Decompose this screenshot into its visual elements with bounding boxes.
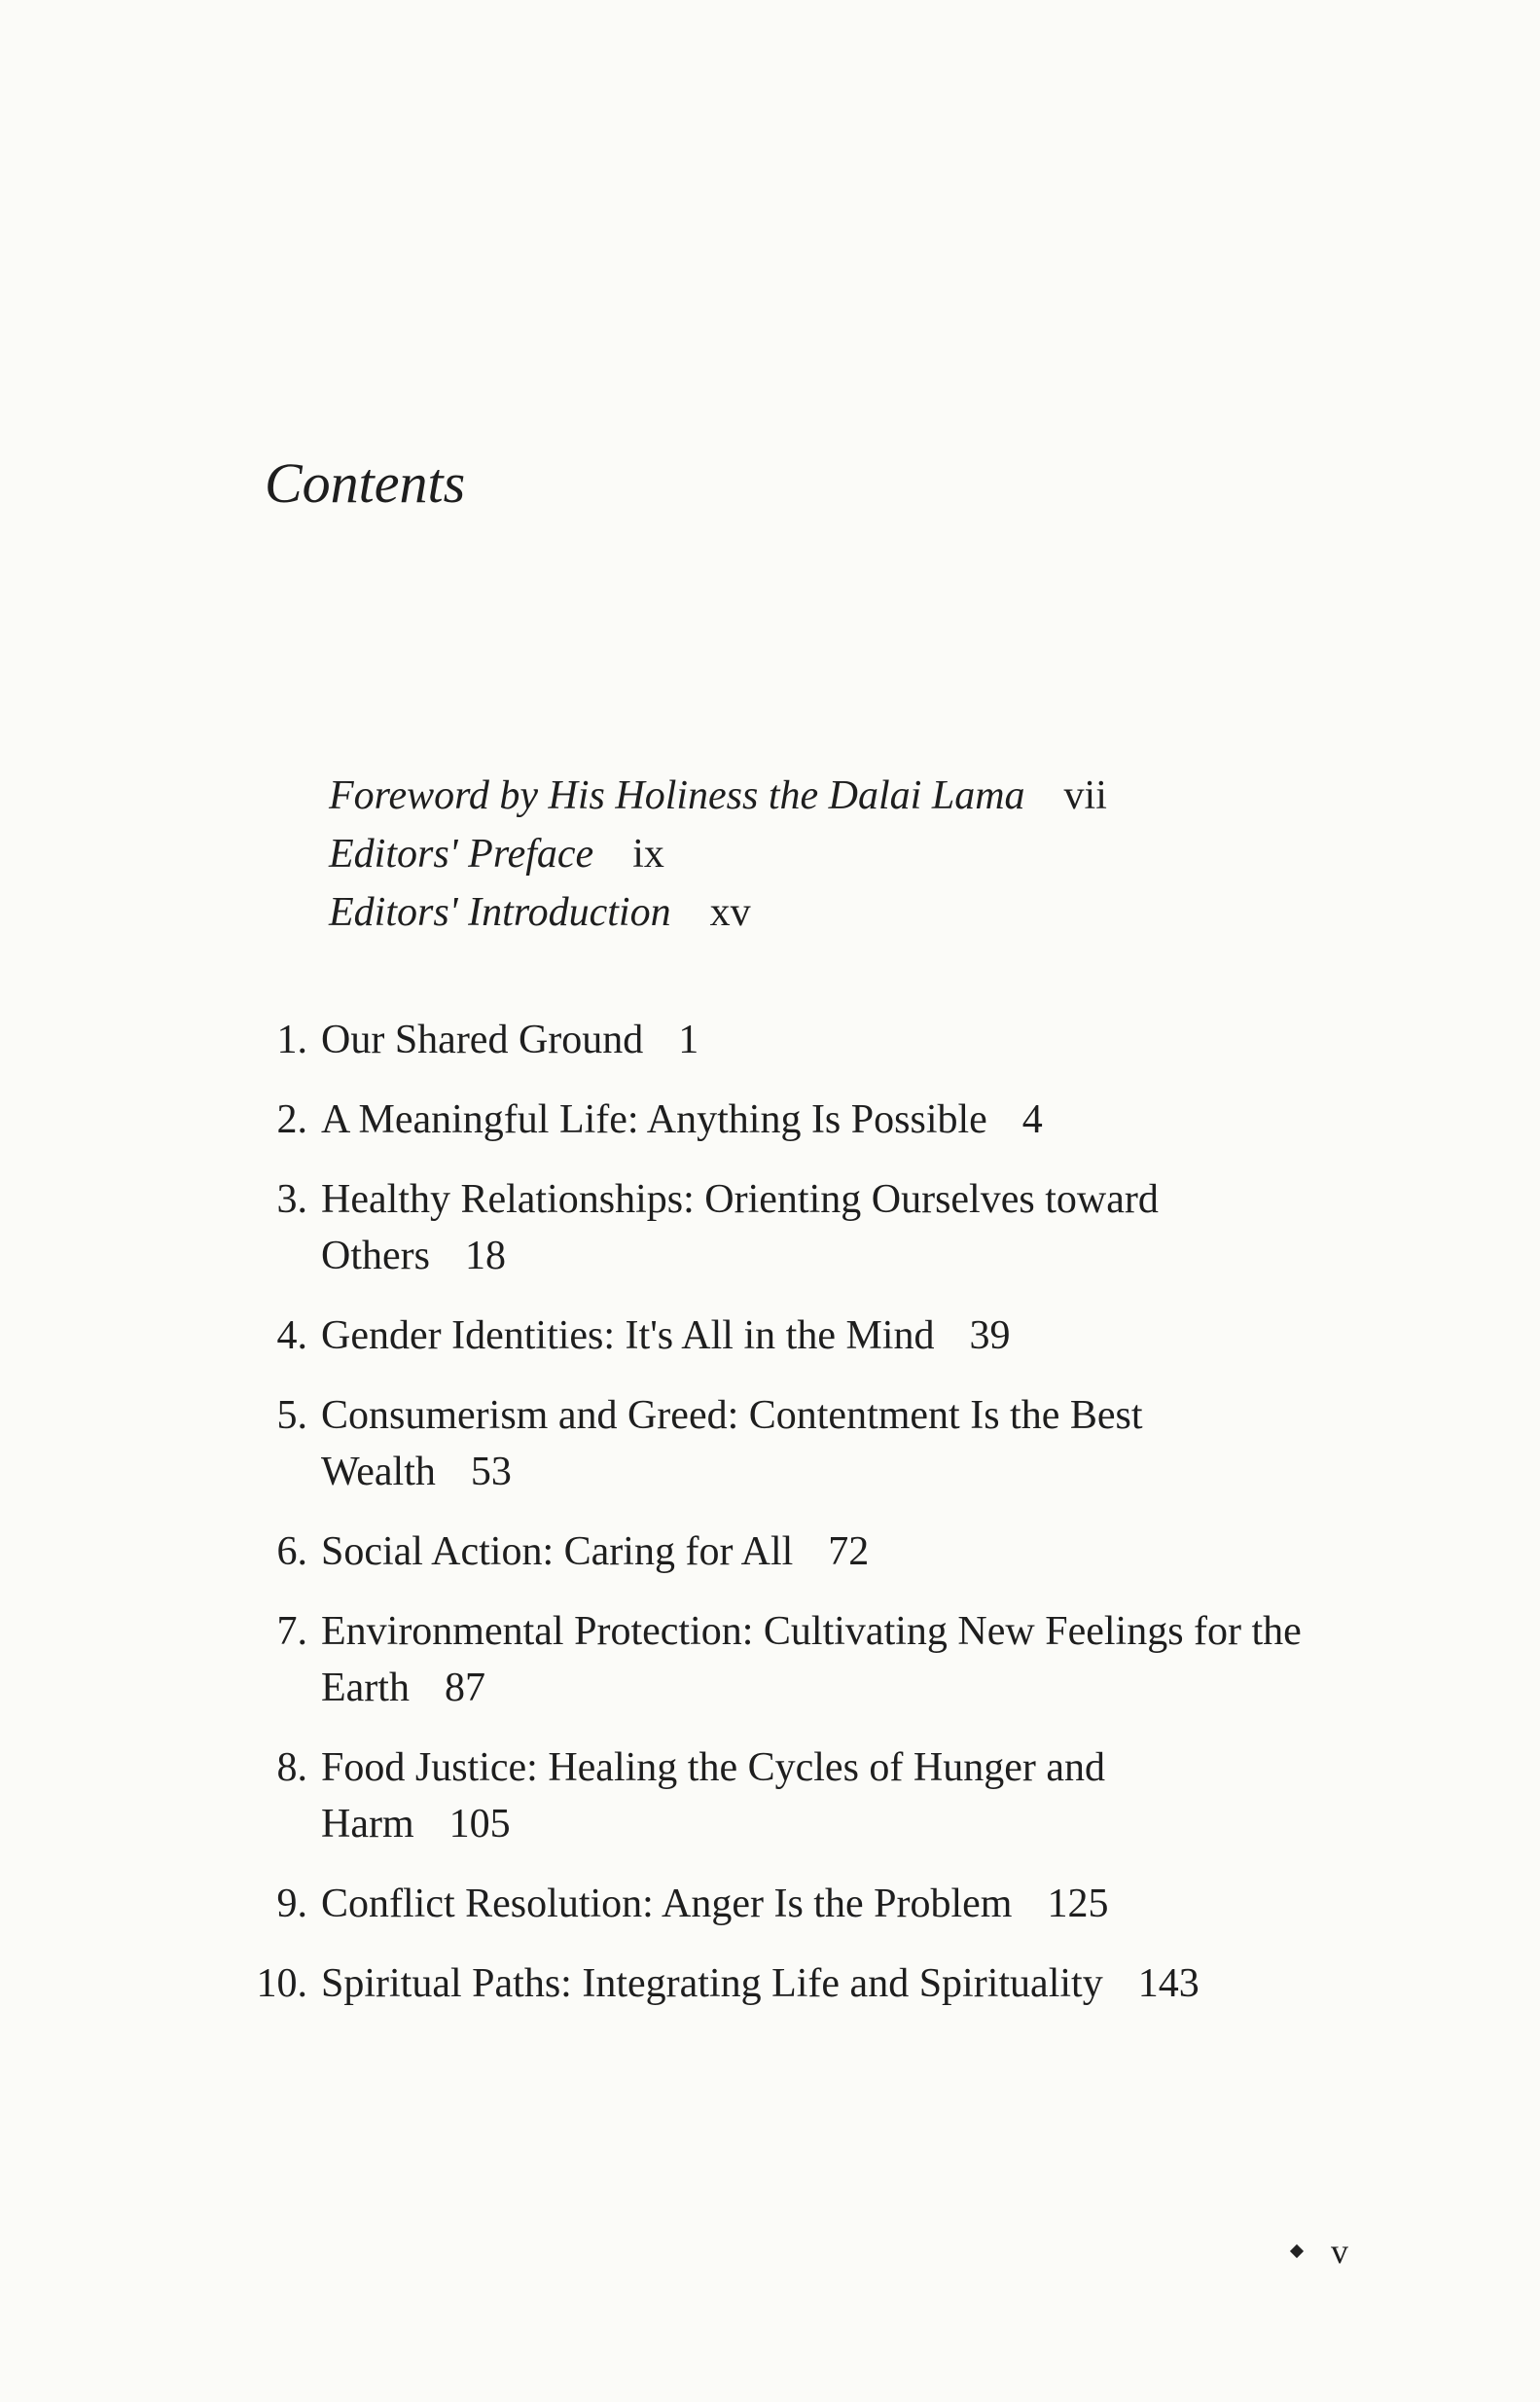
- chapter-title: Consumerism and Greed: Contentment Is the Best Wealth: [321, 1393, 1143, 1494]
- chapter-title: Spiritual Paths: Integrating Life and Spirituality: [321, 1961, 1103, 2006]
- chapter-title: Food Justice: Healing the Cycles of Hunger and Harm: [321, 1745, 1105, 1846]
- toc-entry-introduction: [329, 883, 1107, 942]
- chapter-number: 2.: [276, 1097, 307, 1142]
- toc-chapter-3: [233, 1171, 1323, 1284]
- chapter-list: [233, 1012, 1323, 2035]
- chapter-title: Conflict Resolution: Anger Is the Problem: [321, 1882, 1013, 1926]
- front-matter-list: [329, 767, 1107, 942]
- chapter-number: 5.: [276, 1393, 307, 1438]
- toc-chapter-1: [233, 1012, 1323, 1068]
- chapter-title: A Meaningful Life: Anything Is Possible: [321, 1097, 987, 1142]
- page-number: v: [1331, 2232, 1348, 2271]
- toc-entry-page: xv: [709, 890, 751, 935]
- toc-chapter-6: [233, 1524, 1323, 1580]
- chapter-page: 53: [470, 1450, 512, 1494]
- page-title: Contents: [265, 451, 466, 515]
- chapter-page: 18: [464, 1234, 506, 1278]
- chapter-page: 72: [828, 1529, 870, 1574]
- toc-entry-title: Editors' Preface: [329, 832, 594, 877]
- toc-chapter-2: [233, 1092, 1323, 1148]
- chapter-number: 6.: [276, 1529, 307, 1574]
- toc-entry-title: Foreword by His Holiness the Dalai Lama: [329, 773, 1025, 818]
- chapter-number: 3.: [276, 1177, 307, 1222]
- toc-chapter-7: [233, 1603, 1323, 1716]
- toc-entry-foreword: [329, 767, 1107, 825]
- chapter-page: 4: [1021, 1097, 1043, 1142]
- chapter-page: 125: [1047, 1882, 1109, 1926]
- chapter-page: 105: [448, 1802, 511, 1846]
- chapter-number: 4.: [276, 1313, 307, 1358]
- toc-chapter-8: [233, 1739, 1323, 1852]
- chapter-number: 10.: [256, 1961, 307, 2006]
- chapter-number: 7.: [276, 1609, 307, 1654]
- chapter-page: 39: [969, 1313, 1011, 1358]
- toc-entry-page: vii: [1063, 773, 1107, 818]
- toc-chapter-10: [233, 1955, 1323, 2012]
- toc-entry-preface: [329, 825, 1107, 883]
- chapter-title: Gender Identities: It's All in the Mind: [321, 1313, 935, 1358]
- toc-entry-title: Editors' Introduction: [329, 890, 671, 935]
- chapter-title: Healthy Relationships: Orienting Ourselves toward Others: [321, 1177, 1159, 1278]
- chapter-page: 143: [1137, 1961, 1200, 2006]
- page-folio: [1292, 2234, 1348, 2269]
- chapter-title: Environmental Protection: Cultivating New Feelings for the Earth: [321, 1609, 1302, 1710]
- chapter-title: Social Action: Caring for All: [321, 1529, 794, 1574]
- toc-entry-page: ix: [632, 832, 664, 877]
- chapter-page: 1: [678, 1018, 699, 1062]
- chapter-page: 87: [444, 1666, 485, 1710]
- chapter-number: 8.: [276, 1745, 307, 1790]
- chapter-title: Our Shared Ground: [321, 1018, 644, 1062]
- chapter-number: 9.: [276, 1882, 307, 1926]
- toc-chapter-9: [233, 1876, 1323, 1932]
- chapter-number: 1.: [276, 1018, 307, 1062]
- toc-chapter-4: [233, 1308, 1323, 1364]
- diamond-bullet-icon: [1290, 2244, 1304, 2258]
- toc-chapter-5: [233, 1387, 1323, 1500]
